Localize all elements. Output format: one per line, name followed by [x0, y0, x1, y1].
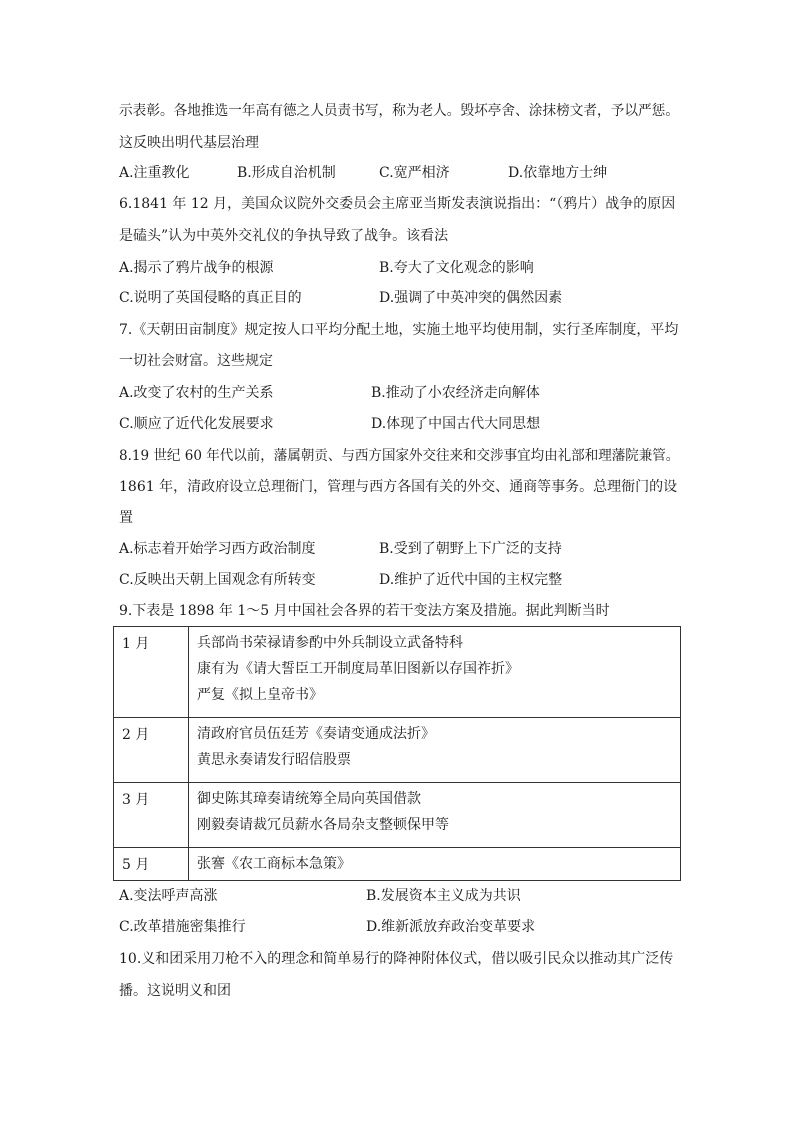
reform-table [113, 626, 681, 881]
table-row [114, 848, 681, 881]
q7-option-d: D.体现了中国古代大同思想 [371, 416, 541, 432]
q7-option-b: B.推动了小农经济走向解体 [371, 385, 540, 401]
q8-option-a: A.标志着开始学习西方政治制度 [119, 541, 316, 557]
q6-line-2: 是磕头”认为中英外交礼仪的争执导致了战争。该看法 [119, 228, 449, 244]
q6-option-b: B.夸大了文化观念的影响 [379, 260, 534, 276]
table-entry: 清政府官员伍廷芳《奏请变通成法折》 [197, 726, 435, 742]
q6-option-a: A.揭示了鸦片战争的根源 [119, 260, 274, 276]
q5-option-d: D.依靠地方士绅 [508, 165, 608, 181]
q7-option-a: A.改变了农村的生产关系 [119, 385, 274, 401]
table-entry: 康有为《请大誓臣工开制度局革旧图新以存国祚折》 [197, 661, 519, 677]
q6-option-c: C.说明了英国侵略的真正目的 [119, 290, 302, 306]
month-cell: 5 月 [114, 848, 189, 881]
table-entry: 兵部尚书荣禄请参酌中外兵制设立武备特科 [197, 635, 463, 651]
items-cell [189, 783, 681, 848]
q9-option-a: A.变法呼声高涨 [119, 888, 218, 904]
q5-line-1: 示表彰。各地推选一年高有德之人员责书写，称为老人。毁坏亭舍、涂抹榜文者，予以严惩。 [119, 103, 679, 119]
q5-option-b: B.形成自治机制 [237, 165, 336, 181]
q8-line-1: 8.19 世纪 60 年代以前，藩属朝贡、与西方国家外交往来和交涉事宜均由礼部和理藩院兼管。 [119, 448, 680, 464]
q7-line-1: 7.《天朝田亩制度》规定按人口平均分配土地，实施土地平均使用制，实行圣库制度，平均 [119, 322, 679, 338]
q5-line-2: 这反映出明代基层治理 [119, 135, 259, 151]
q8-line-3: 置 [119, 510, 133, 526]
table-row [114, 718, 681, 783]
q8-line-2: 1861 年，清政府设立总理衙门，管理与西方各国有关的外交、通商等事务。总理衙门的设 [119, 479, 678, 495]
q8-option-c: C.反映出天朝上国观念有所转变 [119, 572, 316, 588]
q8-option-d: D.维护了近代中国的主权完整 [379, 572, 563, 588]
q9-option-b: B.发展资本主义成为共识 [366, 888, 521, 904]
table-entry: 张謇《农工商标本急策》 [197, 856, 351, 872]
items-cell [189, 848, 681, 881]
q9-option-d: D.维新派放弃政治变革要求 [366, 919, 536, 935]
table-entry: 严复《拟上皇帝书》 [197, 687, 323, 703]
q9-option-c: C.改革措施密集推行 [119, 919, 246, 935]
month-cell: 3 月 [114, 783, 189, 848]
month-cell: 1 月 [114, 627, 189, 718]
items-cell [189, 627, 681, 718]
table-entry: 刚毅奏请裁冗员薪水各局杂支整顿保甲等 [197, 817, 449, 833]
table-row [114, 627, 681, 718]
q7-option-c: C.顺应了近代化发展要求 [119, 416, 274, 432]
q8-option-b: B.受到了朝野上下广泛的支持 [379, 541, 562, 557]
items-cell [189, 718, 681, 783]
q10-line-1: 10.义和团采用刀枪不入的理念和简单易行的降神附体仪式，借以吸引民众以推动其广泛传 [119, 951, 674, 967]
table-row [114, 783, 681, 848]
q5-option-a: A.注重教化 [119, 165, 190, 181]
q6-option-d: D.强调了中英冲突的偶然因素 [379, 290, 563, 306]
table-entry: 御史陈其璋奏请统筹全局向英国借款 [197, 791, 421, 807]
q7-line-2: 一切社会财富。这些规定 [119, 353, 273, 369]
q6-line-1: 6.1841 年 12 月，美国众议院外交委员会主席亚当斯发表演说指出：“（鸦片）战争的原因 [119, 196, 676, 212]
month-cell: 2 月 [114, 718, 189, 783]
q10-line-2: 播。这说明义和团 [119, 983, 231, 999]
table-entry: 黄思永奏请发行昭信股票 [197, 752, 351, 768]
q5-option-c: C.宽严相济 [379, 165, 450, 181]
q9-line-1: 9.下表是 1898 年 1～5 月中国社会各界的若干变法方案及措施。据此判断当时 [119, 603, 610, 619]
